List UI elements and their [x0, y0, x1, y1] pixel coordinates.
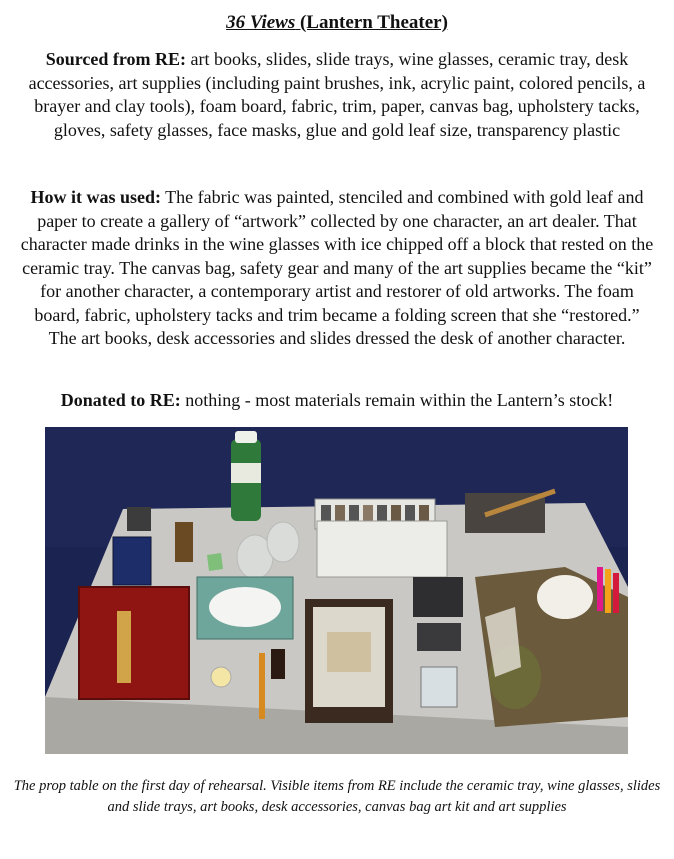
donated-paragraph	[20, 389, 654, 413]
foam-board-box	[317, 521, 447, 577]
sourced-lead: Sourced from RE:	[45, 49, 187, 69]
sourced-text: art books, slides, slide trays, wine glasses, ceramic tray, desk accessories, art supplies (including paint brushes, ink, acrylic paint, colored pencils, a brayer and clay tools), foam board, fabric, trim, paper, canvas bag, upholstery tacks, gloves, safety glasses, face masks, glue and gold leaf size, transparency plastic	[28, 49, 646, 140]
small-dark-box	[127, 507, 151, 531]
camera	[413, 577, 463, 617]
tape-roll	[211, 667, 231, 687]
paint-brush	[259, 653, 265, 719]
donated-text: nothing - most materials remain within the Lantern’s stock!	[180, 390, 614, 410]
prop-table-illustration	[45, 427, 628, 754]
usage-paragraph	[20, 186, 654, 351]
ceramic-tray	[79, 587, 189, 699]
sourced-paragraph	[20, 48, 654, 142]
bronze-figurine	[175, 522, 193, 562]
slide-viewer	[421, 667, 457, 707]
photo-caption: The prop table on the first day of rehearsal. Visible items from RE include the ceramic tray, wine glasses, slides and slide trays, art books, desk accessories, canvas bag art kit and art supplies	[13, 778, 661, 815]
donated-lead: Donated to RE:	[60, 390, 181, 410]
green-clay	[207, 553, 223, 571]
book-image	[327, 632, 371, 672]
dark-case	[417, 623, 461, 651]
prop-table-photo	[45, 427, 628, 754]
white-gloves	[209, 587, 281, 627]
face-mask	[537, 575, 593, 619]
ink-bottle	[271, 649, 285, 679]
bottle-cap	[235, 431, 257, 443]
page-title	[0, 12, 674, 34]
title-italic: 36 Views	[226, 12, 296, 33]
title-rest: (Lantern Theater)	[295, 12, 448, 33]
wood-block	[117, 611, 131, 683]
colored-pencils	[597, 567, 619, 613]
usage-text: The fabric was painted, stenciled and combined with gold leaf and paper to create a gallery of “artwork” collected by one character, an art dealer. That character made drinks in the wine glasses with ice chipped off a block that rested on the ceramic tray. The canvas bag, safety gear and many of the art supplies became the “kit” for another character, a contemporary artist and restorer of old artworks. The foam board, fabric, upholstery tacks and trim became a folding screen that she “restored.” The art books, desk accessories and slides dressed the desk of another character.	[20, 187, 654, 348]
usage-lead: How it was used:	[30, 187, 161, 207]
bottle-label	[231, 463, 261, 483]
blue-notebook	[113, 537, 151, 585]
wine-glass-2	[267, 522, 299, 562]
